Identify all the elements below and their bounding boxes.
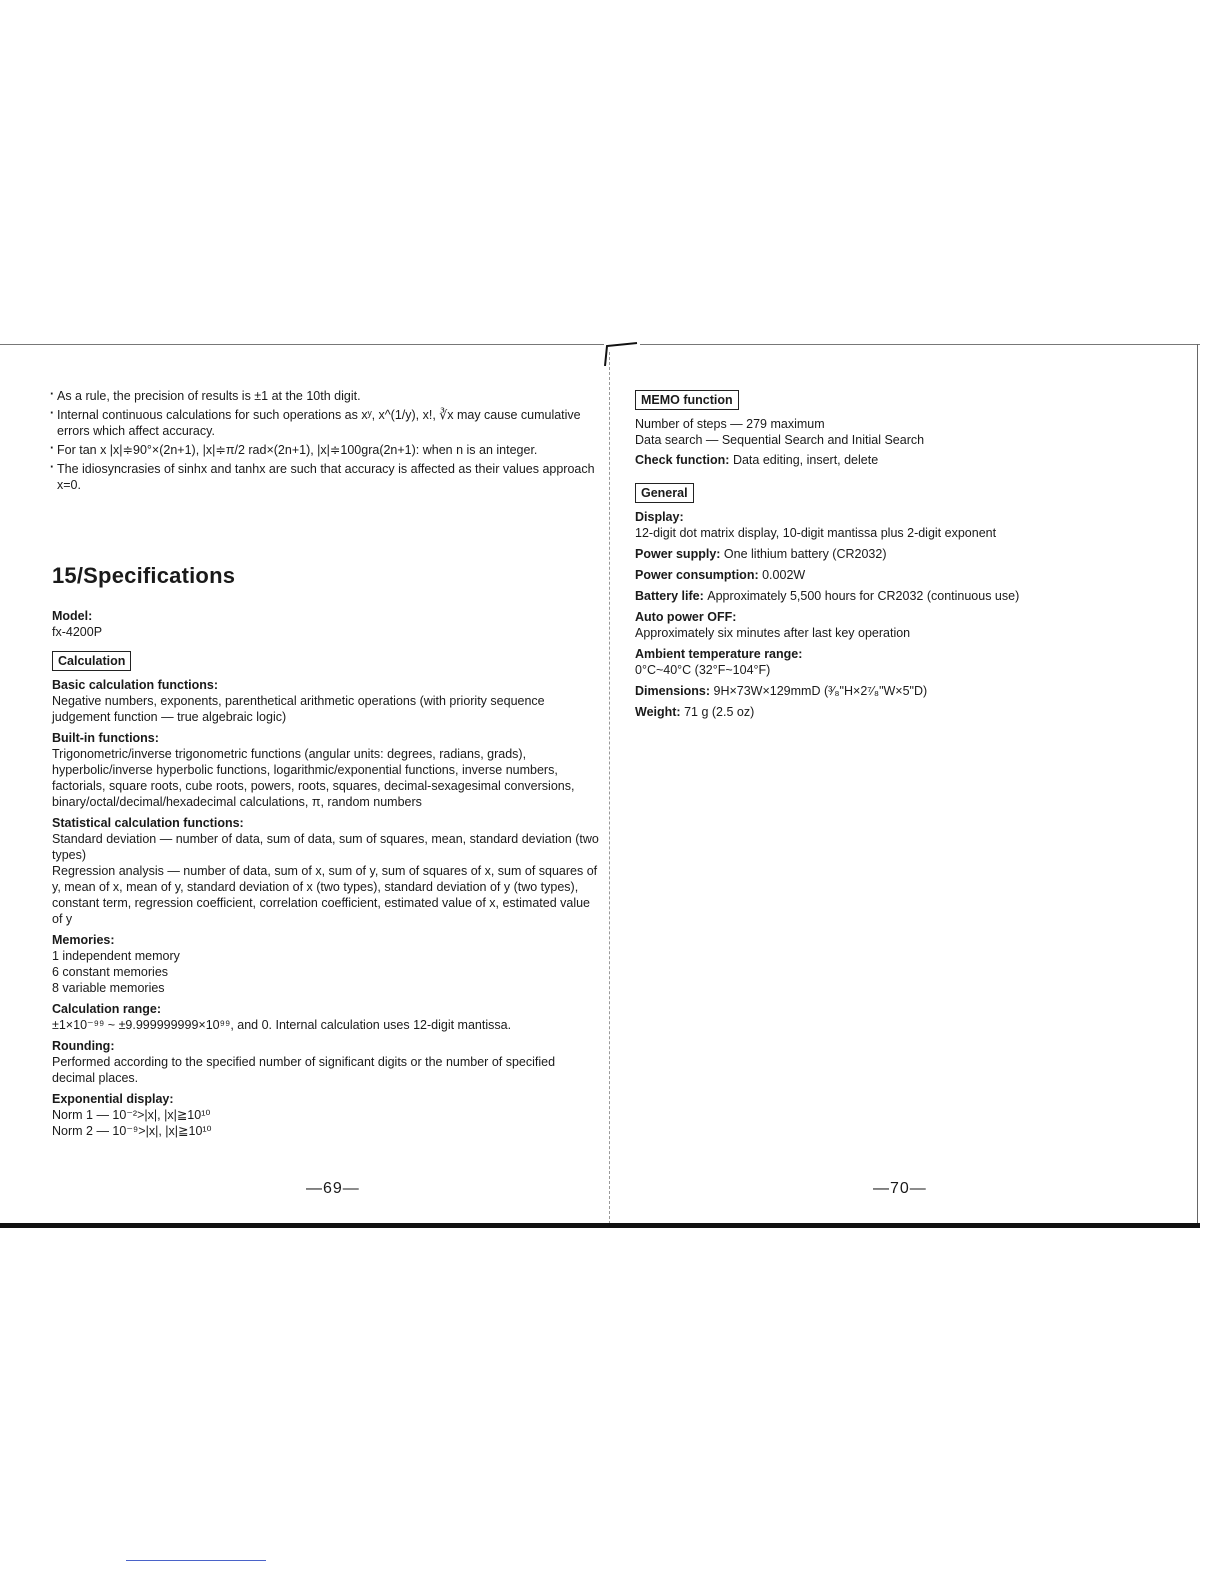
spec-basic-calculation [52,677,600,725]
spec-value: Negative numbers, exponents, parenthetical arithmetic operations (with priority sequence judgement function — true algebraic logic) [52,694,545,724]
memo-details [635,416,1165,448]
spec-label: Built-in functions: [52,731,159,745]
spec-label: Basic calculation functions: [52,678,219,692]
spec-label: Calculation range: [52,1002,162,1016]
spec-label: Power supply: [635,547,721,561]
spec-dimensions [635,683,1165,699]
spec-label: Statistical calculation functions: [52,816,244,830]
spec-display [635,509,1165,541]
spec-value: 0°C~40°C (32°F~104°F) [635,663,771,677]
memo-line: Number of steps — 279 maximum [635,417,825,431]
spec-value: Norm 1 — 10⁻²>|x|, |x|≧10¹⁰ Norm 2 — 10⁻⁹>|x|, |x|≧10¹⁰ [52,1108,212,1138]
page-spine [609,352,610,1224]
spec-power-consumption [635,567,1165,583]
right-specs [635,390,1165,725]
spec-value: Data editing, insert, delete [732,453,879,467]
note-item: · The idiosyncrasies of sinhx and tanhx are such that accuracy is affected as their values approach x=0. [52,461,600,493]
spec-value: 12-digit dot matrix display, 10-digit mantissa plus 2-digit exponent [635,526,997,540]
left-specs [52,608,600,1144]
spec-rounding [52,1038,600,1086]
spec-label: Rounding: [52,1039,115,1053]
spec-value: 9H×73W×129mmD (³⁄₈"H×2⁷⁄₈"W×5"D) [713,684,928,698]
spec-weight [635,704,1165,720]
spec-value: Performed according to the specified number of significant digits or the number of specified decimal places. [52,1055,556,1085]
spec-label: Check function: [635,453,730,467]
calculation-box-heading: Calculation [52,651,131,671]
spec-power-supply [635,546,1165,562]
spec-label: Ambient temperature range: [635,647,803,661]
note-item: · For tan x |x|≑90°×(2n+1), |x|≑π/2 rad×(2n+1), |x|≑100gra(2n+1): when n is an integer. [52,442,600,458]
spec-calculation-range [52,1001,600,1033]
spec-statistical-functions [52,815,600,927]
spec-label: Weight: [635,705,681,719]
spec-battery-life [635,588,1165,604]
spec-value: Approximately six minutes after last key operation [635,626,911,640]
note-item: · Internal continuous calculations for such operations as xʸ, x^(1/y), x!, ∛x may cause cumulative errors which affect accuracy. [52,407,600,439]
spec-value: 0.002W [762,568,806,582]
general-box-heading: General [635,483,694,503]
spec-value: fx-4200P [52,625,103,639]
spec-check-function [635,452,1165,468]
spec-ambient-temperature [635,646,1165,678]
page-number-left: —69— [306,1180,360,1197]
spec-auto-power-off [635,609,1165,641]
spec-built-in-functions [52,730,600,810]
spec-memories [52,932,600,996]
page-number-right: —70— [873,1180,927,1197]
right-page-edge [1197,344,1198,1224]
spec-exponential-display [52,1091,600,1139]
spec-model [52,608,600,640]
spec-value: 71 g (2.5 oz) [684,705,755,719]
spec-label: Display: [635,510,684,524]
blue-scan-line [126,1560,266,1561]
spec-value: Standard deviation — number of data, sum of data, sum of squares, mean, standard deviation (two types) Regression analysis — number of data, sum of x, sum of y, sum of squares of x, sum of squares of y, mean of x, mean of y, standard deviation of x (two types), standard deviation of y (two types), constant term, regression coefficient, correlation coefficient, estimated value of x, estimated value of y [52,832,599,926]
memo-line: Data search — Sequential Search and Initial Search [635,433,925,447]
top-rule-right [640,344,1200,345]
memo-function-box-heading: MEMO function [635,390,739,410]
spec-label: Memories: [52,933,115,947]
section-title: 15/Specifications [52,563,236,588]
note-item: · As a rule, the precision of results is ±1 at the 10th digit. [52,388,600,404]
spec-label: Exponential display: [52,1092,174,1106]
spec-label: Model: [52,609,93,623]
bottom-rule [0,1223,1200,1228]
spec-label: Battery life: [635,589,704,603]
spec-label: Power consumption: [635,568,759,582]
spec-value: Approximately 5,500 hours for CR2032 (continuous use) [707,589,1020,603]
spec-value: 1 independent memory 6 constant memories 8 variable memories [52,949,180,995]
precision-notes [52,388,600,496]
top-rule-left [0,344,604,345]
spec-label: Dimensions: [635,684,711,698]
spec-value: One lithium battery (CR2032) [723,547,887,561]
spec-value: ±1×10⁻⁹⁹ ~ ±9.999999999×10⁹⁹, and 0. Internal calculation uses 12-digit mantissa. [52,1018,512,1032]
spec-value: Trigonometric/inverse trigonometric functions (angular units: degrees, radians, grads), hyperbolic/inverse hyperbolic functions, logarithmic/exponential functions, inverse numbers, factorials, square roots, cube roots, powers, roots, squares, decimal-sexagesimal conversions, binary/octal/decimal/hexadecimal calculations, π, random numbers [52,747,575,809]
spec-label: Auto power OFF: [635,610,737,624]
